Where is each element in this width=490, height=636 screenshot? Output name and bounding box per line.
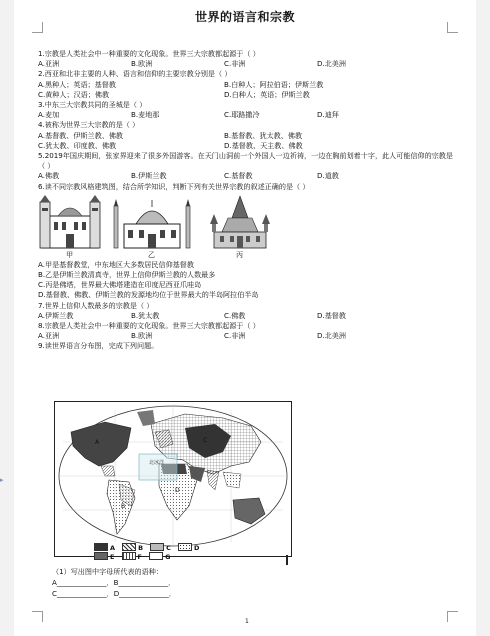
option[interactable]: C.黄种人；汉语；佛教 <box>38 89 110 99</box>
svg-text:A: A <box>95 439 100 446</box>
question-stem: 5.2019年国庆期间，张家界迎来了很多外国游客。在天门山洞前一个外国人一边祈祷，一边在胸前划着十字，此人可能信仰的宗教是（ ） <box>38 151 453 171</box>
svg-text:C: C <box>203 437 208 444</box>
option[interactable]: A.甲是基督教堂，中东地区大多数居民信仰基督教 <box>38 259 194 269</box>
answer-blank[interactable]: C______________．D______________． <box>52 589 176 598</box>
legend-item: F <box>117 552 142 561</box>
option-row <box>38 59 456 69</box>
question-stem: 7.世界上信仰人数最多的宗教是（ ） <box>38 300 154 310</box>
option[interactable]: D.基督教 <box>317 310 346 320</box>
legend-item: E <box>89 552 114 561</box>
crop-mark <box>32 611 43 622</box>
legend-item: D <box>173 543 199 552</box>
building-labels <box>38 250 456 260</box>
map-inset-label: 北冰洋 <box>149 460 165 466</box>
option[interactable]: B.基督教、犹太教、佛教 <box>224 130 303 140</box>
option[interactable]: B.犹太教 <box>131 310 160 320</box>
question-stem: 4.被称为世界三大宗教的是（ ） <box>38 120 140 130</box>
church-illustration <box>38 194 102 250</box>
map-legend <box>89 543 199 561</box>
option[interactable]: B.欧洲 <box>131 59 153 69</box>
option[interactable]: A.基督教、伊斯兰教、佛教 <box>38 130 124 140</box>
building-label: 丙 <box>236 249 244 259</box>
answer-blank[interactable]: A______________．B______________． <box>52 578 176 587</box>
option[interactable]: A.伊斯兰教 <box>38 310 74 320</box>
option[interactable]: C.基督教 <box>224 171 253 181</box>
margin-arrow-icon[interactable]: ▸ <box>0 476 4 484</box>
option-row <box>38 311 456 321</box>
option[interactable]: A.亚洲 <box>38 331 60 341</box>
legend-item: G <box>144 552 170 561</box>
option[interactable]: A.佛教 <box>38 171 60 181</box>
option[interactable]: D.北美洲 <box>317 331 346 341</box>
option-row <box>38 110 456 120</box>
option-row <box>38 90 456 100</box>
page-number: 1 <box>245 618 249 625</box>
option[interactable]: D.北美洲 <box>317 59 346 69</box>
option[interactable]: B.乙是伊斯兰教清真寺，世界上信仰伊斯兰教的人数最多 <box>38 270 216 280</box>
religious-buildings-figure <box>38 194 456 250</box>
map-graphic <box>55 402 291 556</box>
fill-in-question <box>52 566 176 599</box>
svg-text:D: D <box>175 487 180 494</box>
option[interactable]: D.道教 <box>317 171 339 181</box>
option[interactable]: A.亚洲 <box>38 59 60 69</box>
option[interactable]: C.丙是佛塔，世界最大佛塔建造在印度尼西亚爪哇岛 <box>38 280 202 290</box>
question-stem: 6.读不同宗教风格建筑图，结合所学知识，判断下列有关世界宗教的叙述正确的是（ ） <box>38 181 310 191</box>
option[interactable]: B.白种人；阿拉伯语；伊斯兰教 <box>224 79 324 89</box>
legend-item: A <box>89 543 115 552</box>
option-row <box>38 131 456 141</box>
option-row <box>38 80 456 90</box>
option[interactable]: B.麦地那 <box>131 110 160 120</box>
building-label: 乙 <box>148 249 156 259</box>
option[interactable]: C.非洲 <box>224 331 246 341</box>
option-row <box>38 331 456 341</box>
crop-mark <box>447 611 458 622</box>
option-row <box>38 171 456 181</box>
option[interactable]: C.佛教 <box>224 310 246 320</box>
mosque-illustration <box>112 194 192 250</box>
option[interactable]: B.伊斯兰教 <box>131 171 167 181</box>
option[interactable]: D.白种人；英语；伊斯兰教 <box>224 89 310 99</box>
option[interactable]: B.欧洲 <box>131 331 153 341</box>
question-stem: 3.中东三大宗教共同的圣城是（ ） <box>38 100 147 110</box>
world-language-map <box>54 401 292 557</box>
option[interactable]: C.耶路撒冷 <box>224 110 260 120</box>
document-title: 世界的语言和宗教 <box>194 10 295 24</box>
option[interactable]: C.犹太教、印度教、佛教 <box>38 140 117 150</box>
question-stem: 1.宗教是人类社会中一种重要的文化现象。世界三大宗教都起源于（ ） <box>38 49 260 58</box>
option[interactable]: D.基督教、佛教、伊斯兰教的发源地均位于世界最大的半岛阿拉伯半岛 <box>38 290 259 300</box>
option[interactable]: D.迪拜 <box>317 110 339 120</box>
option-row <box>38 141 456 151</box>
question-stem: 9.读世界语言分布图，完成下列问题。 <box>38 341 159 351</box>
question-stem: 8.宗教是人类社会中一种重要的文化现象。世界三大宗教都起源于（ ） <box>38 321 260 331</box>
option[interactable]: A.黑种人；英语；基督教 <box>38 79 116 89</box>
question-stem: 2.西亚和北非主要的人种、语言和信仰的主要宗教分别是（ ） <box>38 69 232 79</box>
pagoda-illustration <box>204 194 276 250</box>
legend-item: B <box>117 543 143 552</box>
question-list <box>38 49 456 352</box>
option[interactable]: A.麦加 <box>38 110 60 120</box>
legend-item: C <box>145 543 171 552</box>
text-cursor <box>286 555 288 565</box>
option[interactable]: D.基督教、天主教、佛教 <box>224 140 303 150</box>
option[interactable]: C.非洲 <box>224 59 246 69</box>
building-label: 甲 <box>66 249 74 259</box>
svg-text:B: B <box>121 503 126 510</box>
document-page <box>14 0 476 636</box>
fill-in-prompt: （1）写出图中字母所代表的语种： <box>52 567 163 576</box>
